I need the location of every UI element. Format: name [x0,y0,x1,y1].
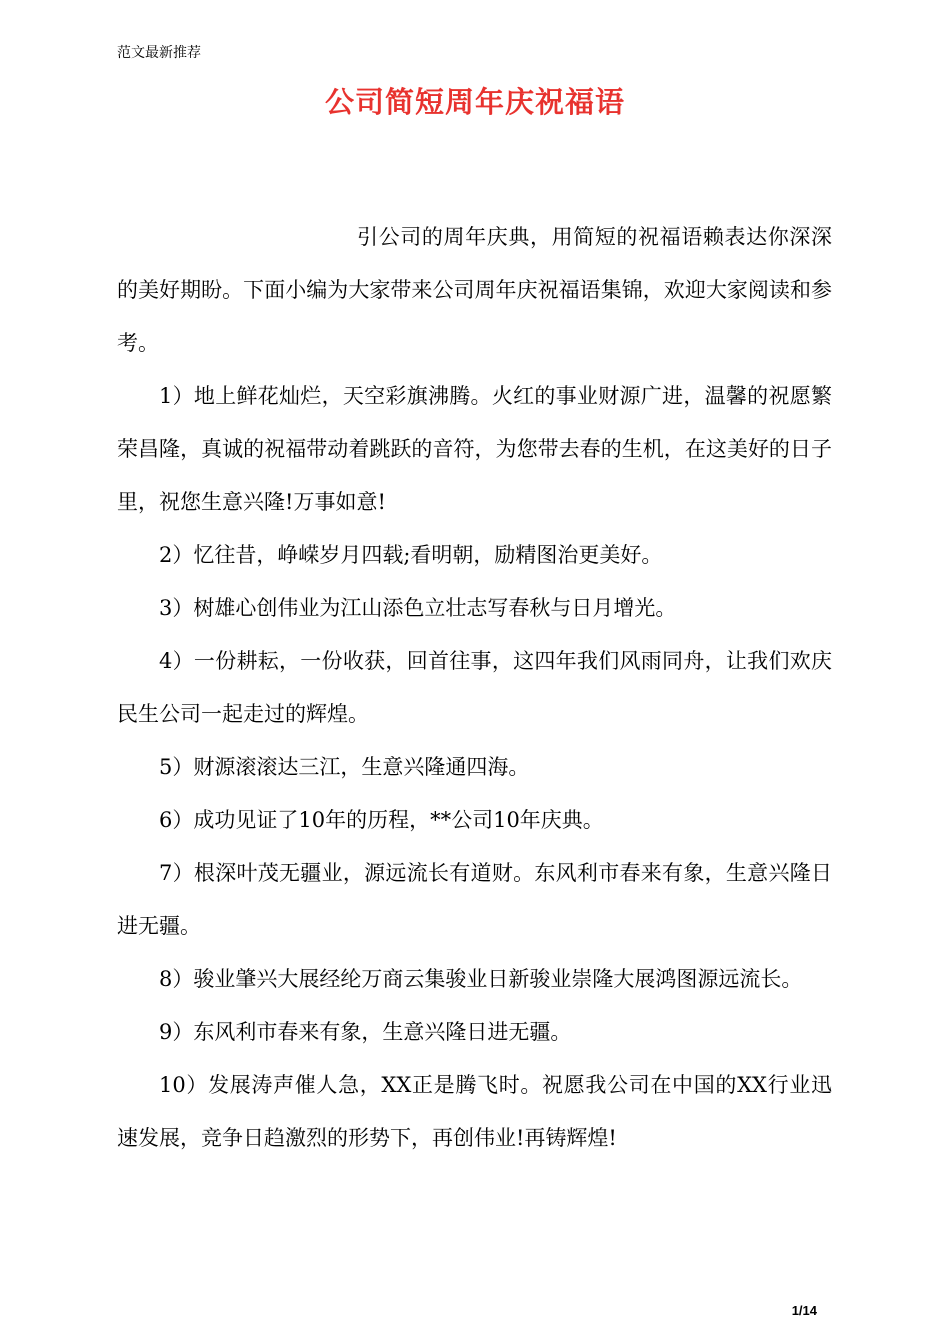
page-header: 范文最新推荐 [117,45,201,61]
list-item: 5）财源滚滚达三江，生意兴隆通四海。 [159,755,530,779]
page-number: 1/14 [791,1303,817,1318]
list-item: 7）根深叶茂无疆业，源远流长有道财。东风利市春来有象，生意兴隆日进无疆。 [117,861,832,938]
document-title: 公司简短周年庆祝福语 [324,85,625,119]
list-item: 2）忆往昔，峥嵘岁月四载;看明朝，励精图治更美好。 [159,543,663,567]
list-item: 6）成功见证了10年的历程，**公司10年庆典。 [159,808,604,832]
list-item: 1）地上鲜花灿烂，天空彩旗沸腾。火红的事业财源广进，温馨的祝愿繁荣昌隆，真诚的祝福带动着跳跃的音符，为您带去春的生机，在这美好的日子里，祝您生意兴隆!万事如意! [117,384,832,514]
list-item: 10）发展涛声催人急，XX正是腾飞时。祝愿我公司在中国的XX行业迅速发展，竞争日趋激烈的形势下，再创伟业!再铸辉煌! [117,1073,832,1150]
list-item: 8）骏业肇兴大展经纶万商云集骏业日新骏业崇隆大展鸿图源远流长。 [159,967,803,991]
intro-paragraph: 引公司的周年庆典，用简短的祝福语赖表达你深深的美好期盼。下面小编为大家带来公司周年庆祝福语集锦，欢迎大家阅读和参考。 [117,225,832,355]
document-body [117,211,832,1165]
list-item: 3）树雄心创伟业为江山添色立壮志写春秋与日月增光。 [159,596,677,620]
list-item: 9）东风利市春来有象，生意兴隆日进无疆。 [159,1020,572,1044]
list-item: 4）一份耕耘，一份收获，回首往事，这四年我们风雨同舟，让我们欢庆民生公司一起走过的辉煌。 [117,649,832,726]
